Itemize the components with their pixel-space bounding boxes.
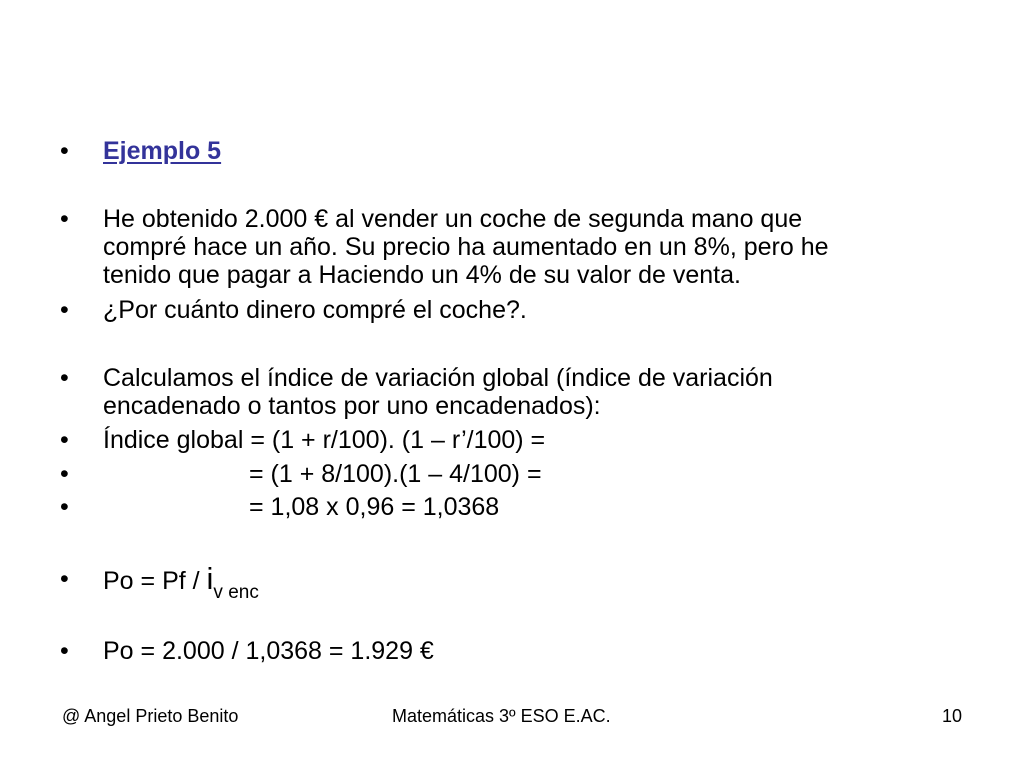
problem-line: tenido que pagar a Haciendo un 4% de su valor de venta. — [103, 261, 741, 289]
question-text: ¿Por cuánto dinero compré el coche?. — [103, 296, 527, 324]
problem-line: He obtenido 2.000 € al vender un coche de segunda mano que — [103, 205, 803, 233]
formula-substituted: = (1 + 8/100).(1 – 4/100) = — [249, 460, 542, 488]
bullet-marker: • — [60, 296, 69, 324]
bullet-marker: • — [60, 565, 69, 593]
calculation-line: Calculamos el índice de variación global (índice de variación — [103, 364, 773, 392]
bullet-marker: • — [60, 137, 69, 165]
problem-line: compré hace un año. Su precio ha aumentado en un 8%, pero he — [103, 233, 829, 261]
footer-page-number: 10 — [942, 706, 963, 726]
po-formula — [103, 561, 903, 603]
calculation-intro — [103, 364, 903, 420]
po-formula-index: i — [206, 561, 214, 596]
example-heading: Ejemplo 5 — [103, 137, 222, 165]
formula-result: = 1,08 x 0,96 = 1,0368 — [249, 493, 500, 521]
bullet-marker: • — [60, 426, 69, 454]
footer-author: @ Angel Prieto Benito — [62, 706, 239, 726]
bullet-marker: • — [60, 205, 69, 233]
bullet-marker: • — [60, 460, 69, 488]
calculation-line: encadenado o tantos por uno encadenados): — [103, 392, 601, 420]
bullet-marker: • — [60, 493, 69, 521]
po-result: Po = 2.000 / 1,0368 = 1.929 € — [103, 637, 434, 665]
footer-course: Matemáticas 3º ESO E.AC. — [392, 706, 611, 726]
bullet-marker: • — [60, 637, 69, 665]
formula-global: Índice global = (1 + r/100). (1 – r’/100) = — [103, 426, 546, 454]
po-formula-subscript: v enc — [213, 582, 259, 603]
po-formula-prefix: Po = Pf / — [103, 567, 207, 595]
problem-statement — [103, 205, 903, 289]
bullet-marker: • — [60, 364, 69, 392]
